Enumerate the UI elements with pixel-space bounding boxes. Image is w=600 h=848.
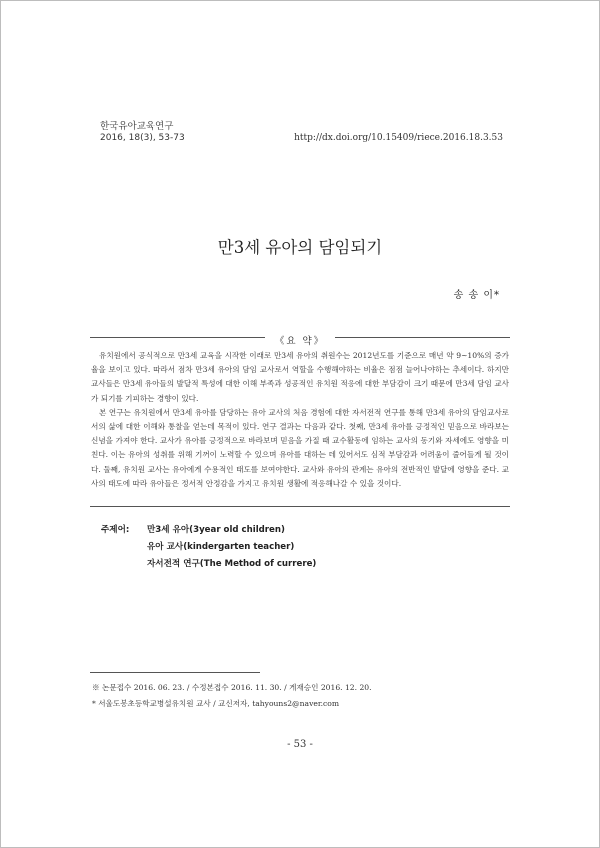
page-number: - 53 - [287, 739, 313, 750]
abstract-body [91, 349, 509, 491]
journal-name: 한국유아교육연구 [100, 121, 174, 132]
keyword-row [101, 523, 316, 540]
abstract-bottom-rule [90, 506, 510, 507]
author-name: 송 송 이* [453, 290, 500, 301]
keywords-label: 주제어: [101, 525, 130, 535]
keyword-item: 유아 교사(kindergarten teacher) [147, 542, 295, 552]
abstract-paragraph: 유치원에서 공식적으로 만3세 교육을 시작한 이래로 만3세 유아의 취원수는 2012년도를 기준으로 매년 약 9~10%의 증가율을 보이고 있다. 따라서 점차 만3세 유아의 담임 교사로서 역할을 수행해야하는 비율은 점점 늘어나야하는 추세이다. 하지만 교사들은 만3세 유아들의 발달적 특성에 대한 이해 부족과 성공적인 유치원 적응에 대한 부담감이 크기 때문에 만3세 담임 교사가 되기를 기피하는 경향이 있다. [91, 351, 509, 403]
doi-link[interactable]: http://dx.doi.org/10.15409/riece.2016.18.3.53 [294, 133, 503, 143]
abstract-heading-text: 《요 약》 [265, 336, 335, 347]
footnote-rule [90, 672, 260, 673]
paper-title: 만3세 유아의 담임되기 [217, 238, 383, 257]
abstract-heading [0, 329, 600, 348]
keyword-row [101, 557, 316, 574]
keywords-block [101, 523, 316, 574]
journal-volume-info: 2016, 18(3), 53-73 [100, 133, 185, 143]
keyword-item: 만3세 유아(3year old children) [147, 525, 285, 535]
keyword-item: 자서전적 연구(The Method of currere) [147, 559, 317, 569]
abstract-paragraph: 본 연구는 유치원에서 만3세 유아를 담당하는 유아 교사의 처음 경험에 대한 자서전적 연구를 통해 만3세 유아의 담임교사로서의 삶에 대한 이해와 통찰을 얻는데 목적이 있다. 연구 결과는 다음과 같다. 첫째, 만3세 유아를 긍정적인 믿음으로 바라보는 신념을 가져야 한다. 교사가 유아를 긍정적으로 바라보며 믿음을 가질 때 교수활동에 임하는 교사의 동기와 자세에도 영향을 미친다. 이는 유아의 성취를 위해 기꺼이 노력할 수 있으며 유아를 대하는 데 있어서도 심적 부담감과 어려움이 줄어들게 될 것이다. 둘째, 유치원 교사는 유아에게 수용적인 태도를 보여야한다. 교사와 유아의 관계는 유아의 전반적인 발달에 영향을 준다. 교사의 태도에 따라 유아들은 정서적 안정감을 가지고 유치원 생활에 적응해나갈 수 있을 것이다. [91, 407, 509, 488]
footnote-author: * 서울도봉초등학교병설유치원 교사 / 교신저자, tahyouns2@naver.com [92, 699, 340, 708]
footnote-dates: ※ 논문접수 2016. 06. 23. / 수정본접수 2016. 11. 30. / 게재승인 2016. 12. 20. [92, 683, 372, 692]
keyword-row [101, 540, 316, 557]
